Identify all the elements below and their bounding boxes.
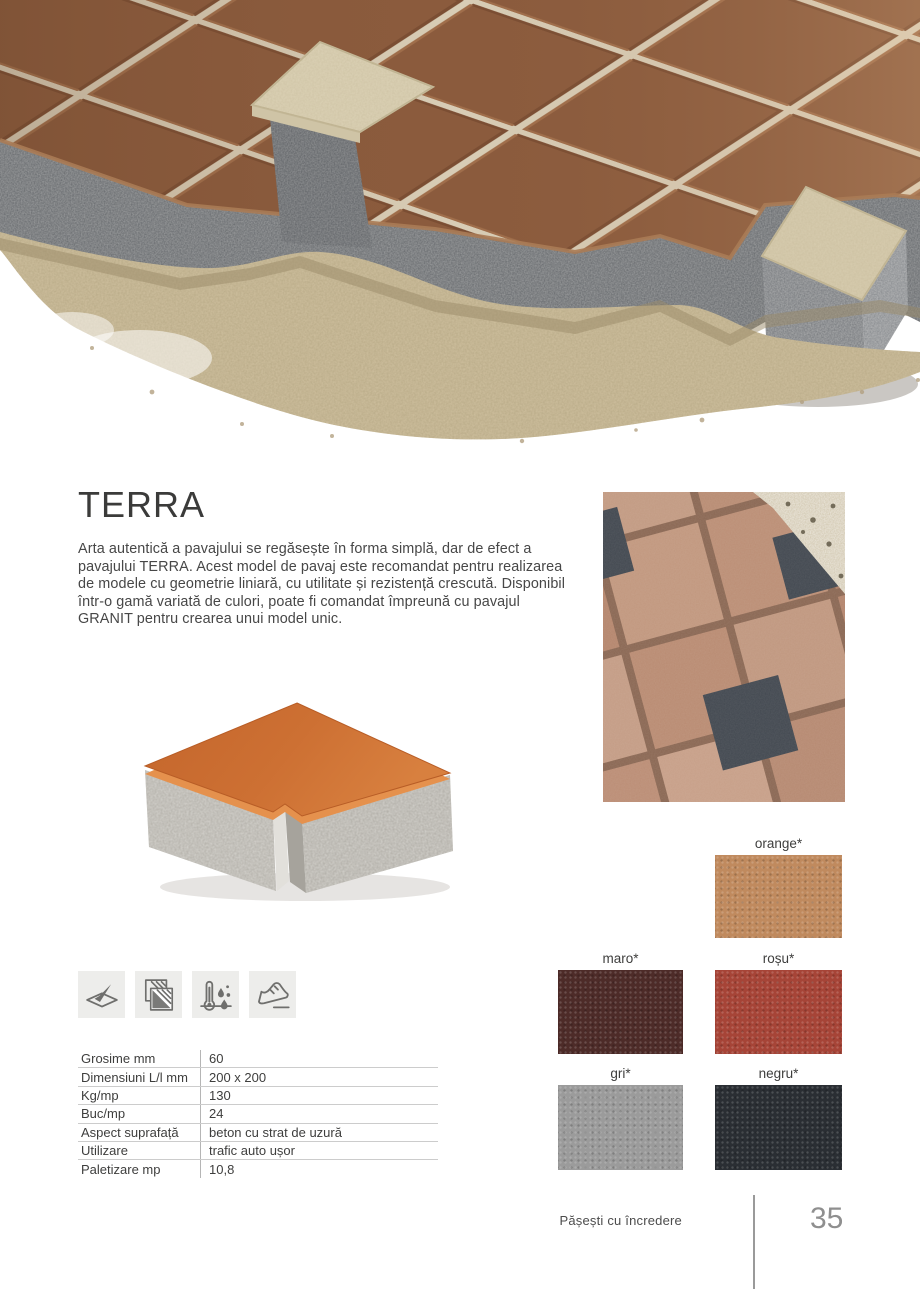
color-swatch-negru [715, 1066, 842, 1170]
product-description: Arta autentică a pavajului se regăsește în forma simplă, dar de efect a pavajului TERRA. Acest model de pavaj este recomandat pentru realizarea de modele cu geometrie liniară, cu utilitate și rezistență crescută. Disponibil într-o gamă variată de culori, poate fi comandat împreună cu pavajul GRANIT pentru crearea unui model unic. [78, 541, 566, 628]
footer-tagline: Pășești cu încredere [559, 1213, 682, 1228]
spec-value: 130 [200, 1087, 438, 1104]
texture-layers-icon [135, 971, 182, 1018]
color-swatch-rosu [715, 951, 842, 1054]
spec-label: Kg/mp [81, 1087, 119, 1103]
spec-row-dimensiuni [78, 1068, 438, 1086]
swatch-chip [715, 855, 842, 938]
spec-value: 60 [200, 1050, 438, 1067]
spec-value: 24 [200, 1105, 438, 1122]
color-swatch-maro [558, 951, 683, 1054]
color-swatch-orange [715, 836, 842, 938]
installed-pavers-photo [603, 492, 845, 802]
feature-icons [78, 971, 296, 1018]
spec-label: Paletizare mp [81, 1161, 161, 1177]
spec-label: Buc/mp [81, 1106, 126, 1122]
product-title: TERRA [78, 484, 206, 525]
hero-illustration [0, 0, 920, 445]
spec-value: 200 x 200 [200, 1068, 438, 1085]
spec-row-paletizare [78, 1160, 438, 1177]
footer-divider [753, 1195, 755, 1289]
freeze-thaw-resistance-icon [192, 971, 239, 1018]
page-number: 35 [810, 1202, 844, 1235]
swatch-chip [558, 970, 683, 1054]
spec-row-buc-mp [78, 1105, 438, 1123]
light-traffic-shoe-icon [249, 971, 296, 1018]
spec-value: 10,8 [200, 1160, 438, 1177]
swatch-chip [558, 1085, 683, 1170]
spec-label: Grosime mm [81, 1051, 156, 1067]
product-block-image [135, 693, 465, 905]
swatch-chip [715, 1085, 842, 1170]
spec-row-kg-mp [78, 1087, 438, 1105]
spec-row-aspect [78, 1124, 438, 1142]
specs-table [78, 1050, 438, 1178]
spec-value: trafic auto ușor [200, 1142, 438, 1159]
spec-row-grosime [78, 1050, 438, 1068]
spec-label: Dimensiuni L/l mm [81, 1069, 188, 1085]
product-block-illustration [135, 693, 465, 905]
spec-label: Utilizare [81, 1143, 128, 1159]
spec-row-utilizare [78, 1142, 438, 1160]
spec-value: beton cu strat de uzură [200, 1124, 438, 1141]
swatch-label: maro* [602, 951, 639, 966]
swatch-label: orange* [754, 836, 803, 851]
color-swatch-gri [558, 1066, 683, 1170]
swatch-label: roșu* [762, 951, 795, 966]
swatch-label: gri* [610, 1066, 631, 1081]
hero-pavement-image [0, 0, 920, 445]
swatch-label: negru* [758, 1066, 799, 1081]
swatch-chip [715, 970, 842, 1054]
spec-label: Aspect suprafață [81, 1124, 179, 1140]
installed-pavers-illustration [603, 492, 845, 802]
quality-check-icon [78, 971, 125, 1018]
